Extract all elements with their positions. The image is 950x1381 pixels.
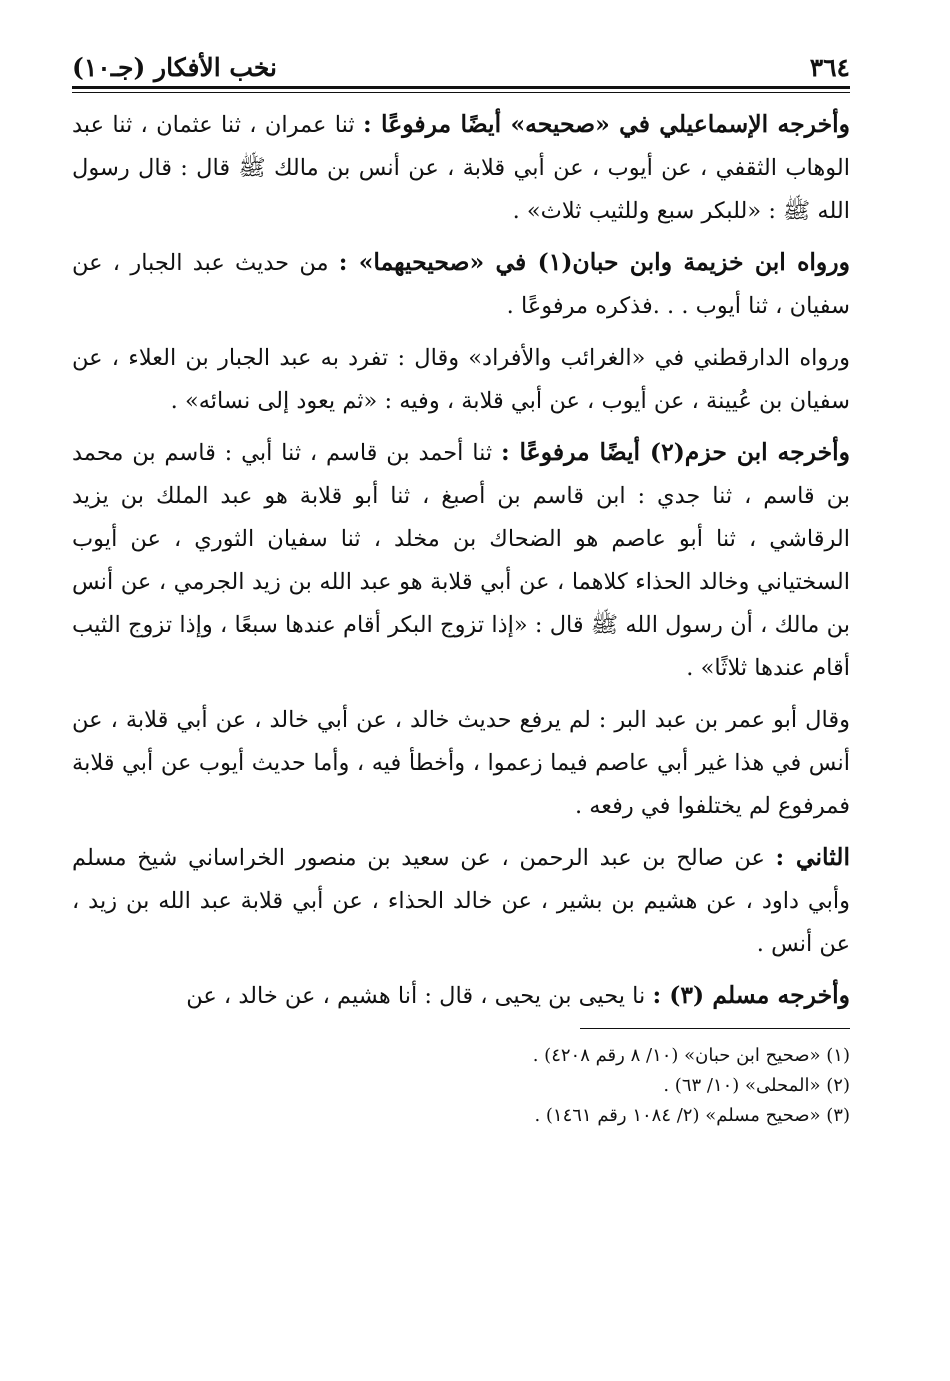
page-header — [72, 42, 850, 82]
page-number: ٣٦٤ — [809, 53, 850, 82]
running-title: نخب الأفكار (جـ١٠) — [72, 53, 278, 82]
footnotes — [72, 1041, 850, 1131]
paragraph — [72, 241, 850, 328]
paragraph — [72, 698, 850, 828]
paragraph-text: ثنا عمران ، ثنا عثمان ، ثنا عبد الوهاب الثقفي ، عن أيوب ، عن أبي قلابة ، عن أنس بن مالك ﷺ قال : قال رسول الله ﷺ : «للبكر سبع وللثيب ثلاث» . — [72, 112, 850, 224]
header-rule — [72, 86, 850, 89]
body-text — [72, 103, 850, 1018]
footnotes-divider — [580, 1028, 850, 1029]
paragraph — [72, 974, 850, 1018]
paragraph-lead: وأخرجه الإسماعيلي في «صحيحه» أيضًا مرفوعًا : — [363, 110, 850, 138]
paragraph-text: عن صالح بن عبد الرحمن ، عن سعيد بن منصور الخراساني شيخ مسلم وأبي داود ، عن هشيم بن بشير ، عن خالد الحذاء ، عن أبي قلابة عبد الله بن زيد ، عن أنس . — [72, 845, 850, 957]
paragraph-text: وقال أبو عمر بن عبد البر : لم يرفع حديث خالد ، عن أبي خالد ، عن أبي قلابة ، عن أنس في هذا غير أبي عاصم فيما زعموا ، وأخطأ فيه ، وأما حديث أيوب عن أبي قلابة فمرفوع لم يختلفوا في رفعه . — [72, 707, 850, 819]
paragraph-text: ورواه الدارقطني في «الغرائب والأفراد» وقال : تفرد به عبد الجبار بن العلاء ، عن سفيان بن عُيينة ، عن أيوب ، عن أبي قلابة ، وفيه : «ثم يعود إلى نسائه» . — [72, 345, 850, 414]
paragraph-text: من حديث عبد الجبار ، عن سفيان ، ثنا أيوب . . .فذكره مرفوعًا . — [72, 250, 850, 319]
paragraph — [72, 836, 850, 966]
footnote: (٢) «المحلى» (١٠/ ٦٣) . — [663, 1075, 850, 1096]
paragraph-lead: وأخرجه مسلم (٣) : — [652, 981, 850, 1009]
header-rule-thin — [72, 92, 850, 93]
paragraph — [72, 336, 850, 423]
paragraph-lead: وأخرجه ابن حزم(٢) أيضًا مرفوعًا : — [500, 438, 851, 466]
paragraph-text: نا يحيى بن يحيى ، قال : أنا هشيم ، عن خالد ، عن — [186, 983, 653, 1009]
book-page — [72, 42, 850, 1131]
paragraph-text: ثنا أحمد بن قاسم ، ثنا أبي : قاسم بن محمد بن قاسم ، ثنا جدي : ابن قاسم بن أصبغ ، ثنا أبو قلابة هو عبد الملك بن يزيد الرقاشي ، ثنا أبو عاصم هو الضحاك بن مخلد ، ثنا سفيان الثوري ، عن أيوب السختياني وخالد الحذاء كلاهما ، عن أبي قلابة هو عبد الله بن زيد الجرمي ، عن أنس بن مالك ، أن رسول الله ﷺ قال : «إذا تزوج البكر أقام عندها سبعًا ، وإذا تزوج الثيب أقام عندها ثلاثًا» . — [72, 440, 850, 681]
paragraph — [72, 103, 850, 233]
paragraph-lead: الثاني : — [775, 843, 850, 871]
paragraph — [72, 431, 850, 690]
footnote: (١) «صحيح ابن حبان» (١٠/ ٨ رقم ٤٢٠٨) . — [532, 1045, 850, 1066]
footnote: (٣) «صحيح مسلم» (٢/ ١٠٨٤ رقم ١٤٦١) . — [534, 1105, 850, 1126]
paragraph-lead: ورواه ابن خزيمة وابن حبان(١) في «صحيحيهما» : — [338, 248, 850, 276]
